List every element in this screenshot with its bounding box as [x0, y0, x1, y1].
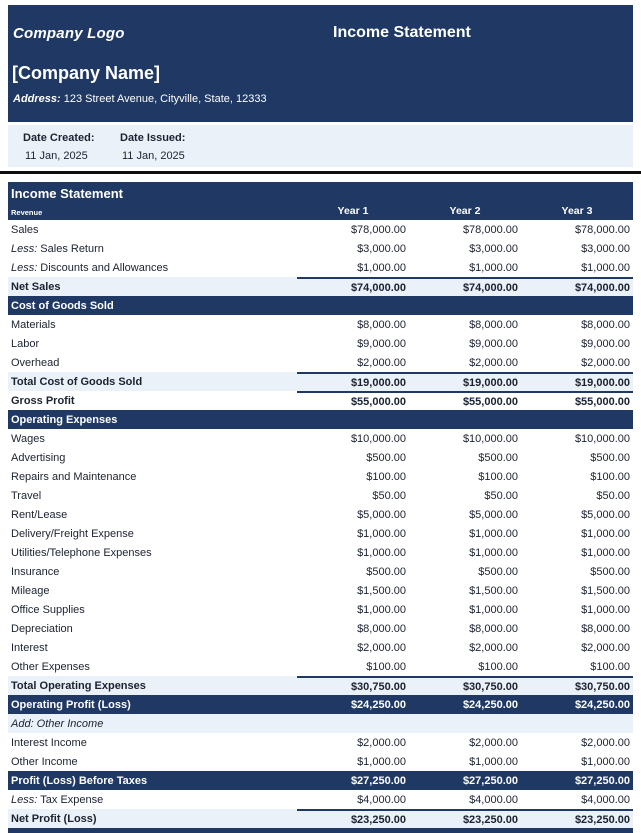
row-label: Other Income [11, 755, 78, 768]
table-row [8, 258, 633, 277]
date-created [23, 125, 113, 167]
row-label: Less: Tax Expense [11, 793, 104, 806]
date-panel [8, 125, 633, 167]
table-row [8, 467, 633, 486]
row-label: Net Profit (Loss) [11, 812, 97, 825]
address-label: Address: [13, 93, 61, 105]
value-cell: $2,000.00 [581, 641, 630, 654]
value-cell: $9,000.00 [469, 337, 518, 350]
value-cell: $1,000.00 [469, 755, 518, 768]
row-label: Sales [11, 223, 39, 236]
section-total-row [8, 695, 633, 714]
year-3-header: Year 3 [561, 205, 593, 217]
row-values [297, 429, 633, 448]
row-label: Less: Discounts and Allowances [11, 261, 169, 274]
row-label: Total Cost of Goods Sold [11, 375, 143, 388]
company-header [8, 5, 633, 122]
value-cell: $50.00 [484, 489, 518, 502]
row-label: Depreciation [11, 622, 73, 635]
value-cell: $3,000.00 [581, 242, 630, 255]
row-values [297, 562, 633, 581]
row-label: Profit (Loss) Before Taxes [11, 774, 148, 787]
value-cell: $78,000.00 [350, 223, 406, 236]
row-label: Rent/Lease [11, 508, 68, 521]
row-values [297, 239, 633, 258]
value-cell: $8,000.00 [469, 318, 518, 331]
row-values [297, 676, 633, 695]
value-cell: $100.00 [590, 660, 630, 673]
row-label: Operating Profit (Loss) [11, 698, 131, 711]
table-row [8, 543, 633, 562]
table-row [8, 353, 633, 372]
row-label: Net Sales [11, 280, 61, 293]
section-total-row [8, 771, 633, 790]
value-cell: $19,000.00 [350, 376, 406, 389]
table-row [8, 790, 633, 809]
document-title: Income Statement [333, 24, 471, 41]
total-row [8, 391, 633, 410]
value-cell: $50.00 [372, 489, 406, 502]
value-cell: $74,000.00 [350, 281, 406, 294]
year-headers [297, 205, 633, 217]
table-bottom-bar [8, 828, 633, 833]
value-cell: $100.00 [366, 470, 406, 483]
table-row [8, 581, 633, 600]
row-label: Travel [11, 489, 42, 502]
row-label: Cost of Goods Sold [11, 299, 114, 312]
row-values [297, 334, 633, 353]
row-label: Gross Profit [11, 394, 75, 407]
value-cell: $24,250.00 [462, 698, 518, 711]
value-cell: $3,000.00 [357, 242, 406, 255]
row-label: Total Operating Expenses [11, 679, 146, 692]
value-cell: $2,000.00 [581, 736, 630, 749]
value-cell: $2,000.00 [357, 356, 406, 369]
table-row [8, 733, 633, 752]
value-cell: $4,000.00 [357, 793, 406, 806]
table-row [8, 315, 633, 334]
value-cell: $2,000.00 [469, 641, 518, 654]
value-cell: $2,000.00 [469, 356, 518, 369]
row-label: Mileage [11, 584, 50, 597]
value-cell: $9,000.00 [581, 337, 630, 350]
value-cell: $2,000.00 [469, 736, 518, 749]
date-issued-value: 11 Jan, 2025 [122, 150, 185, 162]
date-created-value: 11 Jan, 2025 [25, 150, 88, 162]
row-values [297, 524, 633, 543]
value-cell: $500.00 [366, 451, 406, 464]
section-header-row [8, 410, 633, 429]
value-cell: $30,750.00 [350, 680, 406, 693]
value-cell: $30,750.00 [462, 680, 518, 693]
total-row [8, 809, 633, 828]
value-cell: $1,500.00 [469, 584, 518, 597]
company-logo: Company Logo [13, 25, 125, 42]
table-row [8, 619, 633, 638]
value-cell: $1,000.00 [581, 603, 630, 616]
value-cell: $1,000.00 [469, 603, 518, 616]
value-cell: $78,000.00 [574, 223, 630, 236]
date-issued-label: Date Issued: [120, 132, 186, 144]
company-address [13, 93, 267, 105]
row-values [297, 467, 633, 486]
row-label: Delivery/Freight Expense [11, 527, 134, 540]
value-cell: $27,250.00 [350, 774, 406, 787]
value-cell: $500.00 [478, 451, 518, 464]
value-cell: $1,000.00 [581, 546, 630, 559]
value-cell: $8,000.00 [581, 622, 630, 635]
year-2-header: Year 2 [449, 205, 481, 217]
row-label: Less: Sales Return [11, 242, 104, 255]
value-cell: $1,000.00 [357, 527, 406, 540]
row-values [297, 619, 633, 638]
date-created-label: Date Created: [23, 132, 95, 144]
row-values [297, 809, 633, 828]
table-row [8, 429, 633, 448]
row-values [297, 733, 633, 752]
row-values [297, 220, 633, 239]
value-cell: $10,000.00 [350, 432, 406, 445]
value-cell: $27,250.00 [574, 774, 630, 787]
row-label: Other Expenses [11, 660, 90, 673]
value-cell: $1,000.00 [581, 261, 630, 274]
company-name: [Company Name] [12, 63, 161, 83]
row-label: Labor [11, 337, 40, 350]
row-values [297, 771, 633, 790]
value-cell: $10,000.00 [574, 432, 630, 445]
value-cell: $1,500.00 [357, 584, 406, 597]
date-issued [120, 125, 210, 167]
row-values [297, 486, 633, 505]
value-cell: $78,000.00 [462, 223, 518, 236]
table-row [8, 657, 633, 676]
value-cell: $8,000.00 [581, 318, 630, 331]
row-label: Insurance [11, 565, 60, 578]
table-row [8, 486, 633, 505]
value-cell: $4,000.00 [581, 793, 630, 806]
value-cell: $55,000.00 [350, 395, 406, 408]
row-values [297, 790, 633, 809]
row-values [297, 315, 633, 334]
value-cell: $74,000.00 [462, 281, 518, 294]
table-row [8, 752, 633, 771]
table-row [8, 600, 633, 619]
section-divider [0, 171, 641, 174]
row-values [297, 277, 633, 296]
value-cell: $500.00 [478, 565, 518, 578]
row-label: Office Supplies [11, 603, 85, 616]
value-cell: $1,000.00 [357, 755, 406, 768]
value-cell: $23,250.00 [574, 813, 630, 826]
table-row [8, 562, 633, 581]
table-row [8, 239, 633, 258]
value-cell: $74,000.00 [574, 281, 630, 294]
value-cell: $100.00 [478, 660, 518, 673]
table-row [8, 220, 633, 239]
table-header [8, 182, 633, 220]
value-cell: $2,000.00 [581, 356, 630, 369]
value-cell: $1,000.00 [357, 546, 406, 559]
value-cell: $8,000.00 [357, 318, 406, 331]
statement-rows [8, 220, 633, 828]
value-cell: $500.00 [590, 565, 630, 578]
value-cell: $2,000.00 [357, 736, 406, 749]
row-values [297, 695, 633, 714]
row-values [297, 505, 633, 524]
table-row [8, 334, 633, 353]
value-cell: $1,000.00 [469, 546, 518, 559]
value-cell: $30,750.00 [574, 680, 630, 693]
row-values [297, 543, 633, 562]
table-row [8, 524, 633, 543]
value-cell: $5,000.00 [581, 508, 630, 521]
row-values [297, 600, 633, 619]
row-values [297, 448, 633, 467]
value-cell: $1,500.00 [581, 584, 630, 597]
total-row [8, 277, 633, 296]
value-cell: $100.00 [590, 470, 630, 483]
table-row [8, 638, 633, 657]
value-cell: $4,000.00 [469, 793, 518, 806]
row-label: Operating Expenses [11, 413, 118, 426]
value-cell: $1,000.00 [581, 527, 630, 540]
value-cell: $27,250.00 [462, 774, 518, 787]
value-cell: $1,000.00 [469, 261, 518, 274]
table-title: Income Statement [11, 186, 123, 201]
value-cell: $1,000.00 [357, 261, 406, 274]
value-cell: $8,000.00 [469, 622, 518, 635]
value-cell: $1,000.00 [469, 527, 518, 540]
row-values [297, 752, 633, 771]
total-row [8, 372, 633, 391]
value-cell: $23,250.00 [462, 813, 518, 826]
value-cell: $50.00 [596, 489, 630, 502]
value-cell: $5,000.00 [469, 508, 518, 521]
value-cell: $1,000.00 [357, 603, 406, 616]
row-label: Overhead [11, 356, 60, 369]
value-cell: $19,000.00 [462, 376, 518, 389]
value-cell: $24,250.00 [350, 698, 406, 711]
value-cell: $55,000.00 [574, 395, 630, 408]
value-cell: $23,250.00 [350, 813, 406, 826]
row-values [297, 657, 633, 676]
table-row [8, 448, 633, 467]
value-cell: $9,000.00 [357, 337, 406, 350]
row-label: Interest Income [11, 736, 87, 749]
value-cell: $100.00 [366, 660, 406, 673]
section-header-row [8, 296, 633, 315]
year-1-header: Year 1 [337, 205, 369, 217]
value-cell: $5,000.00 [357, 508, 406, 521]
row-label: Materials [11, 318, 56, 331]
column-header-row [8, 205, 633, 217]
revenue-section-label: Revenue [11, 208, 43, 217]
value-cell: $8,000.00 [357, 622, 406, 635]
row-label: Advertising [11, 451, 66, 464]
address-value: 123 Street Avenue, Cityville, State, 12333 [63, 93, 267, 105]
value-cell: $500.00 [366, 565, 406, 578]
row-values [297, 391, 633, 410]
row-values [297, 638, 633, 657]
total-row [8, 676, 633, 695]
row-label: Interest [11, 641, 48, 654]
row-values [297, 353, 633, 372]
value-cell: $10,000.00 [462, 432, 518, 445]
value-cell: $100.00 [478, 470, 518, 483]
row-label: Add: Other Income [11, 717, 104, 730]
income-statement-table [8, 182, 633, 833]
row-label: Utilities/Telephone Expenses [11, 546, 152, 559]
row-values [297, 258, 633, 277]
row-label: Repairs and Maintenance [11, 470, 137, 483]
value-cell: $24,250.00 [574, 698, 630, 711]
value-cell: $500.00 [590, 451, 630, 464]
value-cell: $2,000.00 [357, 641, 406, 654]
subsection-label-row [8, 714, 633, 733]
value-cell: $3,000.00 [469, 242, 518, 255]
table-row [8, 505, 633, 524]
value-cell: $19,000.00 [574, 376, 630, 389]
value-cell: $55,000.00 [462, 395, 518, 408]
row-values [297, 372, 633, 391]
row-values [297, 581, 633, 600]
row-label: Wages [11, 432, 45, 445]
value-cell: $1,000.00 [581, 755, 630, 768]
